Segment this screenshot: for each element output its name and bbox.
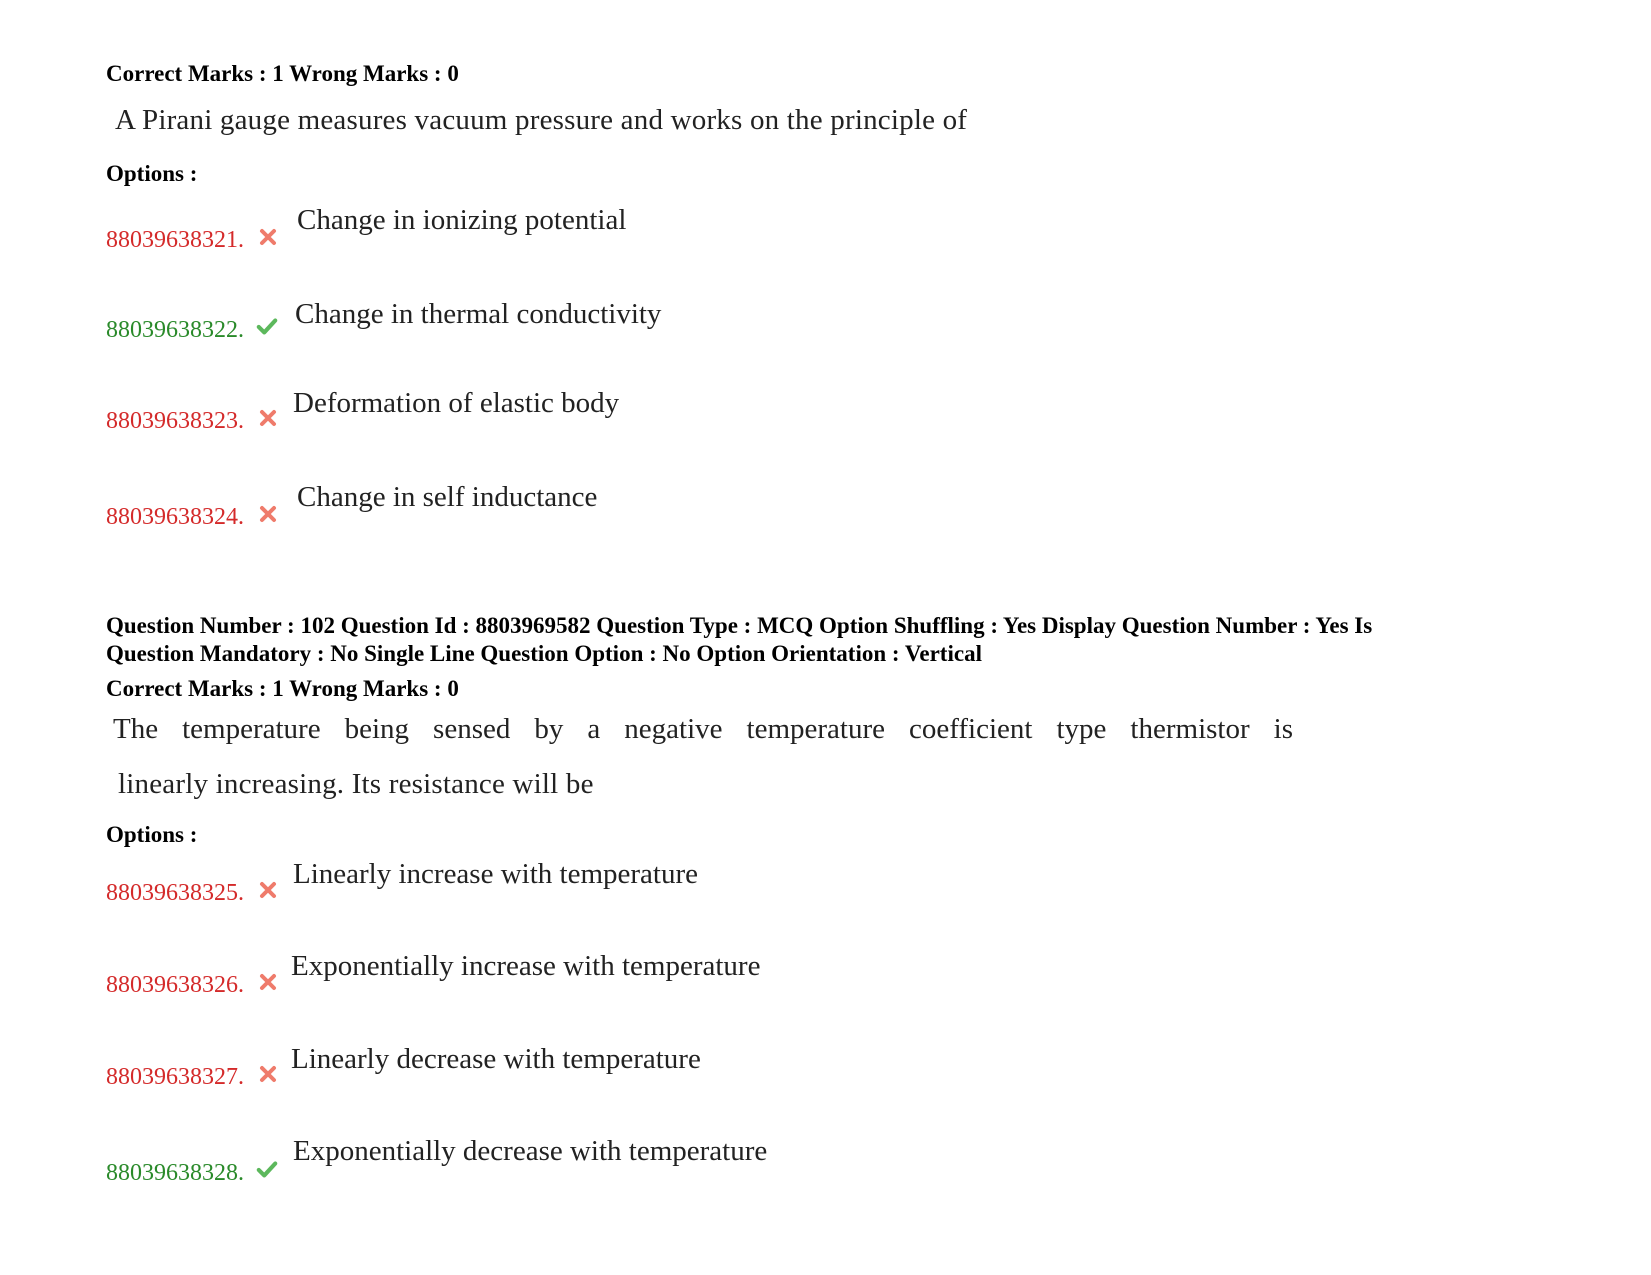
cross-icon — [257, 407, 279, 429]
check-icon — [256, 1158, 278, 1180]
q102-option-1-text: Linearly increase with temperature — [293, 858, 698, 890]
cross-icon — [257, 879, 279, 901]
q102-option-2-id: 88039638326. — [106, 972, 244, 998]
q101-option-4-id: 88039638324. — [106, 504, 244, 530]
q102-marks: Correct Marks : 1 Wrong Marks : 0 — [106, 676, 459, 701]
check-icon — [256, 315, 278, 337]
q102-header-line-2: Question Mandatory : No Single Line Question Option : No Option Orientation : Vertical — [106, 641, 982, 666]
q102-option-4-id: 88039638328. — [106, 1160, 244, 1186]
q101-option-3-text: Deformation of elastic body — [293, 387, 620, 419]
q102-question-line-2: linearly increasing. Its resistance will be — [118, 768, 594, 800]
q102-option-3-id: 88039638327. — [106, 1064, 244, 1090]
q102-option-2-text: Exponentially increase with temperature — [291, 950, 761, 982]
q101-options-label: Options : — [106, 161, 198, 186]
q101-option-3-id: 88039638323. — [106, 408, 244, 434]
q102-question-line-1: The temperature being sensed by a negative temperature coefficient type thermistor is — [113, 713, 1293, 745]
q102-header-line-1: Question Number : 102 Question Id : 8803969582 Question Type : MCQ Option Shuffling : Yes Display Question Number : Yes Is — [106, 613, 1373, 638]
q101-option-1-id: 88039638321. — [106, 227, 244, 253]
q101-marks: Correct Marks : 1 Wrong Marks : 0 — [106, 61, 459, 86]
q101-option-1-text: Change in ionizing potential — [297, 204, 627, 236]
cross-icon — [257, 503, 279, 525]
q101-option-2-id: 88039638322. — [106, 317, 244, 343]
q101-question-text: A Pirani gauge measures vacuum pressure and works on the principle of — [115, 104, 968, 136]
q101-option-4-text: Change in self inductance — [297, 481, 598, 513]
q101-option-2-text: Change in thermal conductivity — [295, 298, 662, 330]
cross-icon — [257, 1063, 279, 1085]
cross-icon — [257, 226, 279, 248]
q102-options-label: Options : — [106, 822, 198, 847]
cross-icon — [257, 971, 279, 993]
q102-option-1-id: 88039638325. — [106, 880, 244, 906]
q102-option-4-text: Exponentially decrease with temperature — [293, 1135, 768, 1167]
q102-option-3-text: Linearly decrease with temperature — [291, 1043, 701, 1075]
